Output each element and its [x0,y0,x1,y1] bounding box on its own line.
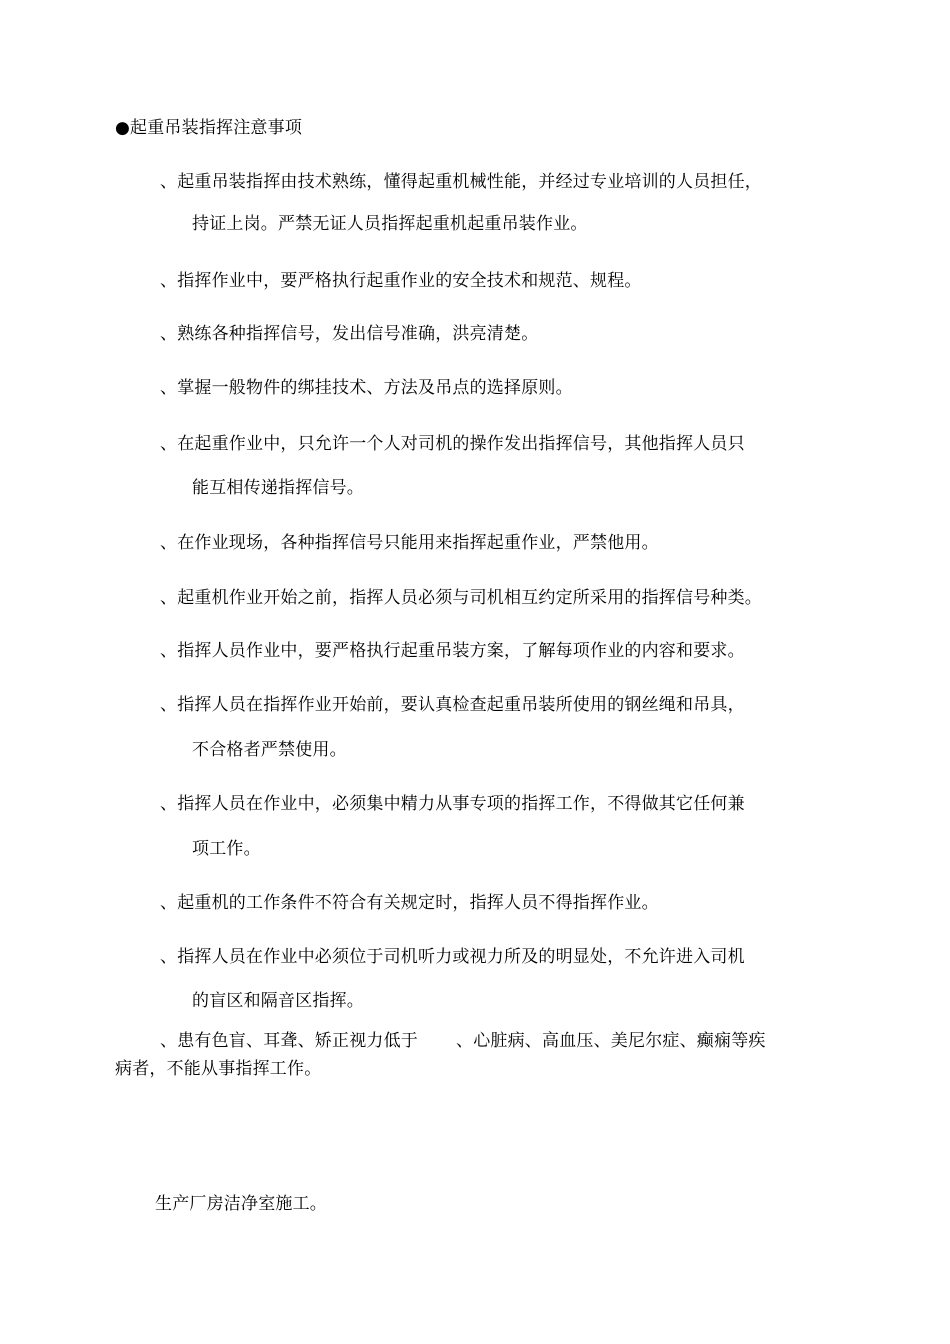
list-item-4: 、掌握一般物件的绑挂技术、方法及吊点的选择原则。 [160,378,573,398]
list-item-2: 、指挥作业中，要严格执行起重作业的安全技术和规范、规程。 [160,271,642,291]
list-item-13-part-2: 、心脏病、高血压、美尼尔症、癫痫等疾 [456,1031,766,1051]
list-item-9-line-2: 不合格者严禁使用。 [192,740,347,760]
list-item-10-line-2: 项工作。 [192,839,261,859]
list-item-5-line-1: 、在起重作业中，只允许一个人对司机的操作发出指挥信号，其他指挥人员只 [160,434,745,454]
list-item-7: 、起重机作业开始之前，指挥人员必须与司机相互约定所采用的指挥信号种类。 [160,588,762,608]
list-item-1-line-2: 持证上岗。严禁无证人员指挥起重机起重吊装作业。 [192,214,588,234]
list-item-1-line-1: 、起重吊装指挥由技术熟练，懂得起重机械性能，并经过专业培训的人员担任， [160,172,762,192]
list-item-13-part-1: 、患有色盲、耳聋、矫正视力低于 [160,1031,418,1051]
list-item-5-line-2: 能互相传递指挥信号。 [192,478,364,498]
list-item-10-line-1: 、指挥人员在作业中，必须集中精力从事专项的指挥工作，不得做其它任何兼 [160,794,745,814]
section-heading: ●起重吊装指挥注意事项 [115,118,303,138]
list-item-11: 、起重机的工作条件不符合有关规定时，指挥人员不得指挥作业。 [160,893,659,913]
list-item-6: 、在作业现场，各种指挥信号只能用来指挥起重作业，严禁他用。 [160,533,659,553]
list-item-13-line-1 [160,1030,766,1052]
list-item-12-line-2: 的盲区和隔音区指挥。 [192,991,364,1011]
list-item-12-line-1: 、指挥人员在作业中必须位于司机听力或视力所及的明显处，不允许进入司机 [160,947,745,967]
list-item-13-line-2: 病者，不能从事指挥工作。 [115,1059,322,1079]
list-item-3: 、熟练各种指挥信号，发出信号准确，洪亮清楚。 [160,324,539,344]
footer-text: 生产厂房洁净室施工。 [155,1194,327,1214]
list-item-8: 、指挥人员作业中，要严格执行起重吊装方案，了解每项作业的内容和要求。 [160,641,745,661]
list-item-9-line-1: 、指挥人员在指挥作业开始前，要认真检查起重吊装所使用的钢丝绳和吊具， [160,695,745,715]
